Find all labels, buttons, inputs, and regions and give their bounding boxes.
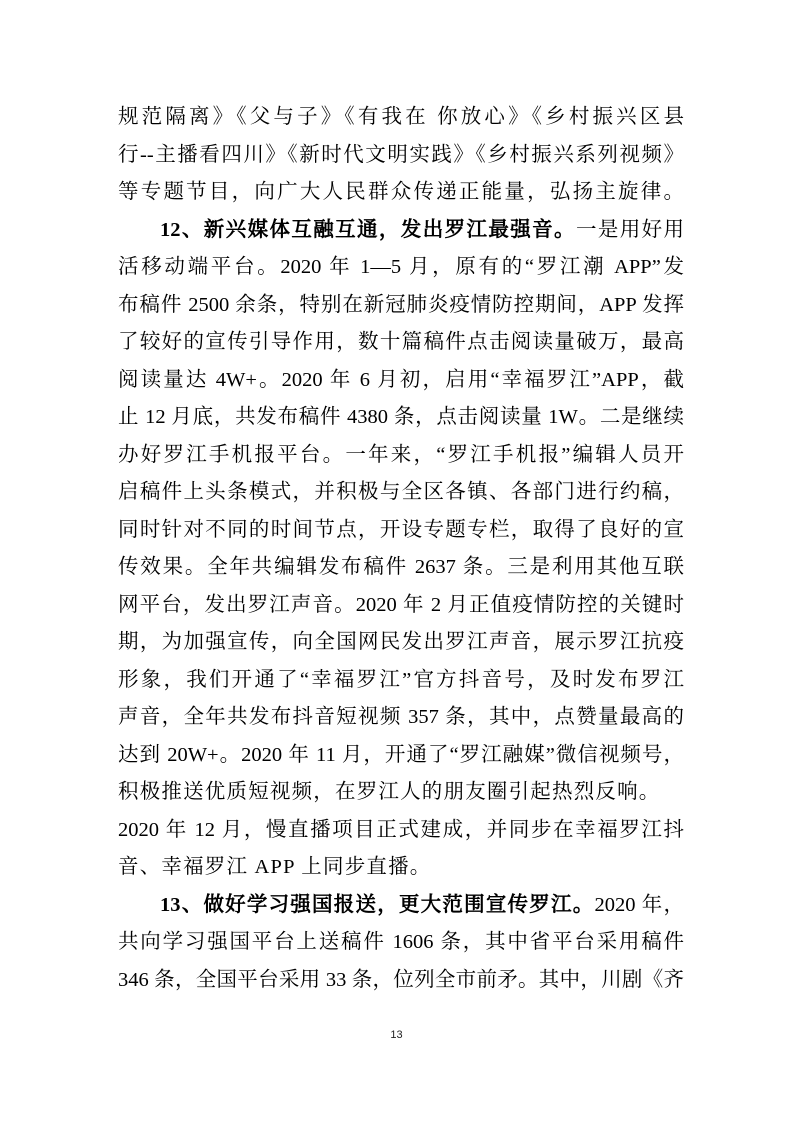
page-number: 13	[390, 1029, 403, 1041]
text-line: 共向学习强国平台上送稿件 1606 条，其中省平台采用稿件	[118, 931, 684, 953]
text-line: 止 12 月底，共发布稿件 4380 条，点击阅读量 1W。二是继续	[118, 406, 684, 428]
text-line: 积极推送优质短视频，在罗江人的朋友圈引起热烈反响。	[118, 781, 661, 803]
text-line: 期，为加强宣传，向全国网民发出罗江声音，展示罗江抗疫	[118, 631, 684, 653]
text-line: 活移动端平台。2020 年 1—5 月，原有的“罗江潮 APP”发	[118, 256, 684, 278]
body-text	[118, 99, 684, 999]
text-line: 了较好的宣传引导作用，数十篇稿件点击阅读量破万，最高	[118, 331, 684, 353]
text-line: 达到 20W+。2020 年 11 月，开通了“罗江融媒”微信视频号，	[118, 743, 684, 766]
text-line: 规范隔离》《父与子》《有我在 你放心》《乡村振兴区县	[118, 106, 684, 128]
text-line: 传效果。全年共编辑发布稿件 2637 条。三是利用其他互联	[118, 556, 684, 578]
text-line	[118, 212, 684, 250]
line-text: 2020 年，	[594, 893, 685, 916]
section-heading: 13、做好学习强国报送，更大范围宣传罗江。	[160, 893, 595, 916]
text-line: 阅读量达 4W+。2020 年 6 月初，启用“幸福罗江”APP，截	[118, 368, 684, 391]
text-line: 形象，我们开通了“幸福罗江”官方抖音号，及时发布罗江	[118, 668, 684, 691]
text-line: 启稿件上头条模式，并积极与全区各镇、各部门进行约稿，	[118, 481, 684, 503]
text-line: 网平台，发出罗江声音。2020 年 2 月正值疫情防控的关键时	[118, 593, 684, 616]
text-line: 2020 年 12 月，慢直播项目正式建成，并同步在幸福罗江抖	[118, 818, 684, 841]
text-line: 行--主播看四川》《新时代文明实践》《乡村振兴系列视频》	[118, 143, 684, 166]
text-line: 346 条，全国平台采用 33 条，位列全市前矛。其中，川剧《齐	[118, 968, 684, 991]
line-text: 一是用好用	[575, 218, 685, 241]
text-line: 布稿件 2500 余条，特别在新冠肺炎疫情防控期间，APP 发挥	[118, 293, 684, 316]
text-line: 办好罗江手机报平台。一年来，“罗江手机报”编辑人员开	[118, 443, 684, 466]
section-heading: 12、新兴媒体互融互通，发出罗江最强音。	[160, 218, 576, 241]
text-line: 音、幸福罗江 APP 上同步直播。	[118, 856, 432, 878]
text-line: 等专题节目，向广大人民群众传递正能量，弘扬主旋律。	[118, 181, 684, 203]
text-line: 同时针对不同的时间节点，开设专题专栏，取得了良好的宣	[118, 518, 684, 541]
text-line: 声音，全年共发布抖音短视频 357 条，其中，点赞量最高的	[118, 706, 684, 728]
text-line	[118, 887, 684, 925]
